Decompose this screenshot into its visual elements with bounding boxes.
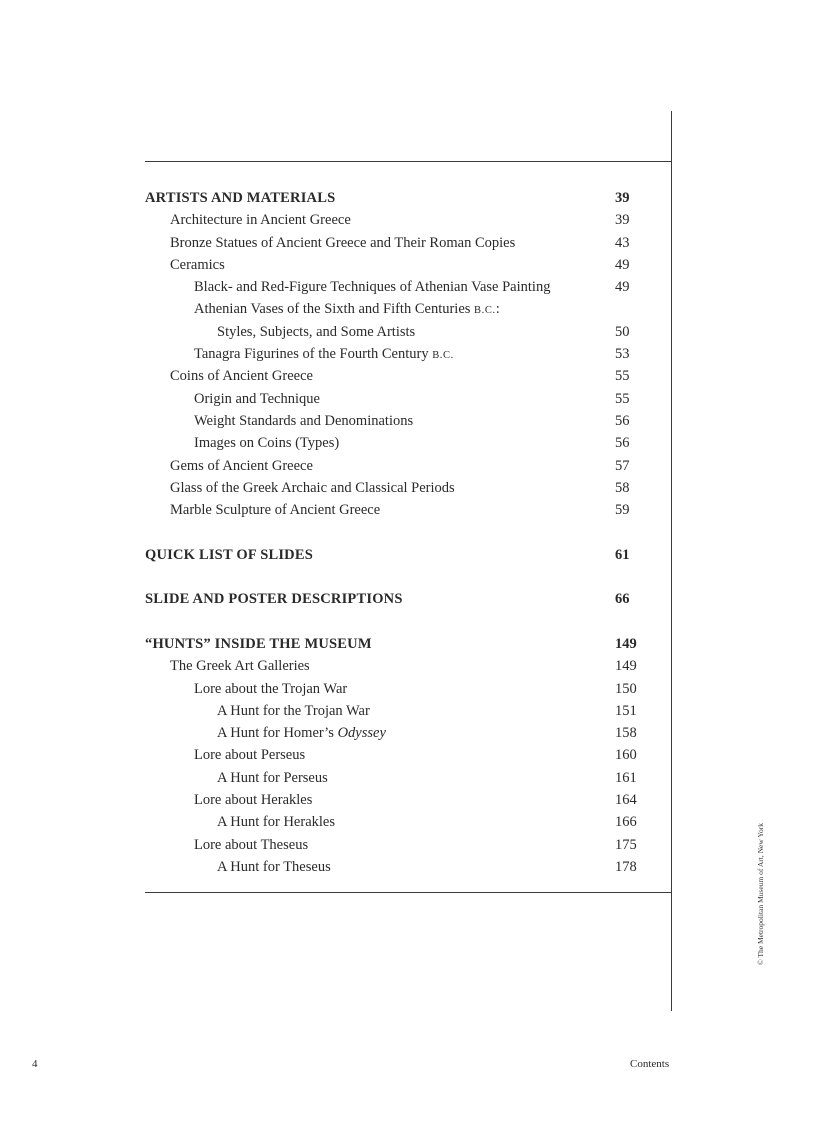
- page-number: 59: [615, 502, 630, 519]
- page-number: 55: [615, 390, 630, 407]
- toc-entry[interactable]: Tanagra Figurines of the Fourth Century B.C. 53: [145, 343, 645, 365]
- page-number: 164: [615, 792, 637, 809]
- page-number: 166: [615, 814, 637, 831]
- toc-entry[interactable]: Black- and Red-Figure Techniques of Athenian Vase Painting 49: [145, 276, 645, 298]
- toc-entry[interactable]: A Hunt for Theseus 178: [145, 856, 645, 878]
- page-number: 43: [615, 234, 630, 251]
- page-number: 150: [615, 680, 637, 697]
- page-number: 178: [615, 858, 637, 875]
- footer-section-label: Contents: [630, 1058, 670, 1070]
- toc-entry[interactable]: The Greek Art Galleries 149: [145, 655, 645, 677]
- page-number: 50: [615, 323, 630, 340]
- toc-entry[interactable]: A Hunt for Perseus 161: [145, 767, 645, 789]
- copyright-credit: © The Metropolitan Museum of Art, New York: [756, 822, 765, 965]
- bottom-rule: [145, 892, 671, 893]
- toc-entry[interactable]: Athenian Vases of the Sixth and Fifth Centuries B.C.:: [194, 301, 500, 318]
- page-number: 39: [615, 190, 630, 206]
- page-number: 57: [615, 457, 630, 474]
- page-number: 39: [615, 212, 630, 229]
- page-number: 55: [615, 368, 630, 385]
- toc-entry[interactable]: Lore about Theseus 175: [145, 834, 645, 856]
- toc-entry[interactable]: Marble Sculpture of Ancient Greece 59: [145, 499, 645, 521]
- toc-entry[interactable]: Lore about Perseus 160: [145, 744, 645, 766]
- toc-entry[interactable]: Glass of the Greek Archaic and Classical Periods 58: [145, 477, 645, 499]
- toc-heading-hunts-inside-the-museum[interactable]: “HUNTS” INSIDE THE MUSEUM 149: [145, 633, 645, 655]
- page-number: 49: [615, 279, 630, 296]
- toc-entry[interactable]: Images on Coins (Types) 56: [145, 432, 645, 454]
- page-number: 149: [615, 635, 637, 652]
- toc-entry[interactable]: Bronze Statues of Ancient Greece and Their Roman Copies 43: [145, 232, 645, 254]
- page-number: 161: [615, 769, 637, 786]
- top-rule: [145, 161, 671, 162]
- page-number: 160: [615, 747, 637, 764]
- toc-entry[interactable]: Origin and Technique 55: [145, 388, 645, 410]
- page-number: 53: [615, 346, 630, 363]
- page-number: 175: [615, 836, 637, 853]
- toc-entry[interactable]: A Hunt for Homer’s Odyssey 158: [145, 722, 645, 744]
- toc-entry[interactable]: Styles, Subjects, and Some Artists 50: [145, 321, 645, 343]
- page-number: 151: [615, 702, 637, 719]
- toc-heading-artists-and-materials[interactable]: ARTISTS AND MATERIALS 39: [145, 187, 645, 209]
- toc-entry[interactable]: Ceramics 49: [145, 254, 645, 276]
- page-number: 56: [615, 412, 630, 429]
- toc-entry[interactable]: Lore about the Trojan War 150: [145, 678, 645, 700]
- toc-heading-slide-and-poster-descriptions[interactable]: SLIDE AND POSTER DESCRIPTIONS 66: [145, 588, 645, 610]
- toc-entry[interactable]: Lore about Herakles 164: [145, 789, 645, 811]
- toc-entry[interactable]: Gems of Ancient Greece 57: [145, 455, 645, 477]
- page-number: 61: [615, 546, 630, 563]
- toc-entry[interactable]: A Hunt for the Trojan War 151: [145, 700, 645, 722]
- page-number: 49: [615, 256, 630, 273]
- toc-entry[interactable]: Coins of Ancient Greece 55: [145, 365, 645, 387]
- page-number: 158: [615, 725, 637, 742]
- vertical-rule: [671, 111, 672, 1011]
- page-number: 56: [615, 435, 630, 452]
- page-number: 58: [615, 479, 630, 496]
- toc-heading-quick-list-of-slides[interactable]: QUICK LIST OF SLIDES 61: [145, 544, 645, 566]
- toc-entry[interactable]: Architecture in Ancient Greece 39: [145, 209, 645, 231]
- footer-page-number: 4: [32, 1058, 38, 1070]
- toc-entry[interactable]: A Hunt for Herakles 166: [145, 811, 645, 833]
- table-of-contents: [145, 187, 645, 878]
- page-number: 66: [615, 591, 630, 608]
- toc-entry[interactable]: Weight Standards and Denominations 56: [145, 410, 645, 432]
- page-number: 149: [615, 658, 637, 675]
